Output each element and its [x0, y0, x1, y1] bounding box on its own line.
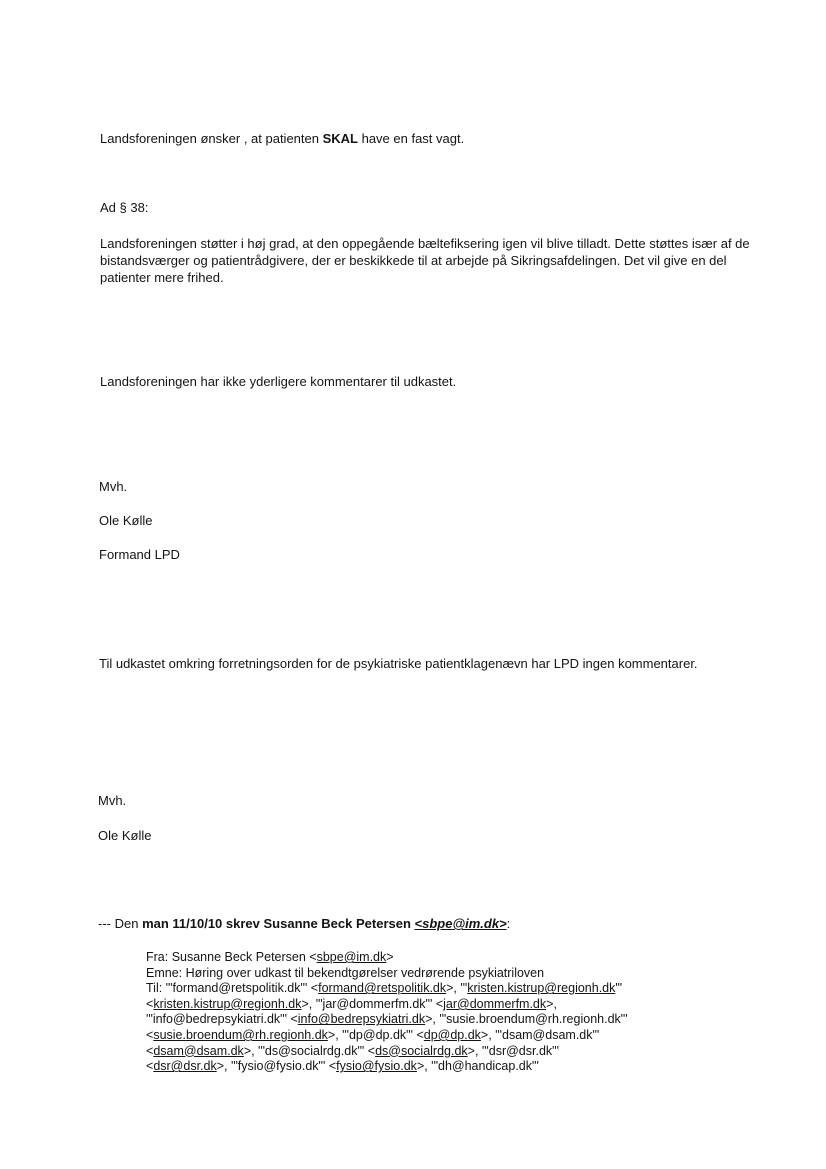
to-email-link[interactable]: kristen.kistrup@regionh.dk: [153, 996, 302, 1011]
to-text: >, '": [446, 981, 468, 996]
quote-email-link[interactable]: <sbpe@im.dk>: [414, 916, 507, 931]
from-email-link[interactable]: sbpe@im.dk: [316, 950, 387, 964]
to-text: >, '"dh@handicap.dk"': [416, 1059, 539, 1074]
to-email-link[interactable]: dsam@dsam.dk: [153, 1043, 244, 1058]
to-text: <: [146, 1027, 154, 1042]
to-text: >, '"dsr@dsr.dk"': [467, 1043, 559, 1058]
to-email-link[interactable]: jar@dommerfm.dk: [443, 996, 547, 1011]
to-email-link[interactable]: dsr@dsr.dk: [153, 1059, 217, 1074]
email-subject-line: Emne: Høring over udkast til bekendtgørelser vedrørende psykiatriloven: [146, 965, 545, 980]
email-to-line: [146, 1012, 628, 1028]
signature-name: Ole Kølle: [99, 513, 153, 528]
to-text: Til: '"formand@retspolitik.dk"' <: [146, 981, 319, 996]
to-text: '"info@bedrepsykiatri.dk"' <: [146, 1012, 298, 1027]
paragraph-fast-vagt: [100, 130, 464, 147]
section-heading: Ad § 38:: [100, 200, 149, 215]
quote-prefix: --- Den: [98, 916, 143, 931]
to-email-link[interactable]: formand@retspolitik.dk: [318, 981, 447, 996]
emphasis-skal: SKAL: [322, 131, 358, 146]
to-text: >, '"fysio@fysio.dk"' <: [216, 1059, 337, 1074]
to-text: <: [146, 1043, 154, 1058]
to-email-link[interactable]: susie.broendum@rh.regionh.dk: [153, 1027, 328, 1042]
email-to-line: [146, 1059, 628, 1075]
to-email-link[interactable]: dp@dp.dk: [423, 1027, 481, 1042]
quote-header: [98, 915, 510, 932]
email-to-line: [146, 997, 628, 1013]
signature-title: Formand LPD: [99, 547, 180, 562]
to-text: >, '"susie.broendum@rh.regionh.dk"': [425, 1012, 628, 1027]
to-text: >, '"jar@dommerfm.dk"' <: [301, 996, 444, 1011]
paragraph-baeltefiksering: Landsforeningen støtter i høj grad, at den oppegående bæltefiksering igen vil blive tilladt. Dette støttes især af de bistandsværger og patientrådgivere, der er beskikkede til at arbejde på Sikringsafdelingen. Det vil give en del patienter mere frihed.: [100, 236, 750, 285]
to-text: "': [615, 981, 623, 996]
signature-greeting-2: Mvh.: [98, 793, 127, 808]
signature-name-2: Ole Kølle: [98, 828, 152, 843]
to-text: >, '"dsam@dsam.dk"': [480, 1027, 600, 1042]
to-text: <: [146, 996, 154, 1011]
paragraph-no-more-comments: Landsforeningen har ikke yderligere kommentarer til udkastet.: [100, 374, 457, 389]
from-label: Fra: Susanne Beck Petersen <: [146, 950, 317, 964]
to-text: >,: [546, 996, 557, 1011]
email-to-line: [146, 1044, 628, 1060]
paragraph-text: Landsforeningen ønsker , at patienten: [100, 131, 323, 146]
quote-suffix: :: [506, 916, 511, 931]
to-text: >, '"ds@socialrdg.dk"' <: [243, 1043, 376, 1058]
to-text: >, '"dp@dp.dk"' <: [327, 1027, 424, 1042]
email-to-line: [146, 1028, 628, 1044]
to-email-link[interactable]: info@bedrepsykiatri.dk: [297, 1012, 426, 1027]
from-end: >: [386, 950, 394, 964]
paragraph-forretningsorden: Til udkastet omkring forretningsorden for de psykiatriske patientklagenævn har LPD ingen kommentarer.: [99, 656, 698, 671]
to-email-link[interactable]: fysio@fysio.dk: [336, 1059, 417, 1074]
email-header-block: [146, 950, 628, 1075]
quote-sender: man 11/10/10 skrev Susanne Beck Petersen: [142, 916, 415, 931]
to-email-link[interactable]: ds@socialrdg.dk: [375, 1043, 468, 1058]
email-from-line: [146, 950, 628, 966]
to-text: <: [146, 1059, 154, 1074]
signature-greeting: Mvh.: [99, 479, 128, 494]
paragraph-text: have en fast vagt.: [357, 131, 465, 146]
email-to-line: [146, 981, 628, 997]
to-email-link[interactable]: kristen.kistrup@regionh.dk: [467, 981, 616, 996]
